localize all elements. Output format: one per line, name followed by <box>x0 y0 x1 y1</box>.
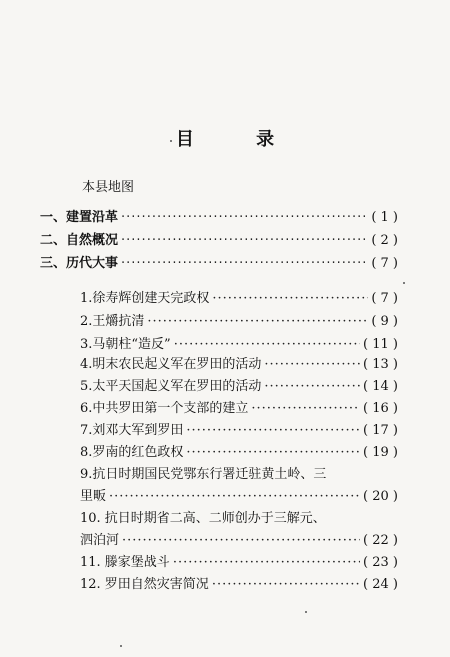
page-number: ( 22 ) <box>363 533 398 548</box>
page-number: ( 19 ) <box>363 445 398 460</box>
page-number: ( 11 ) <box>363 337 398 352</box>
toc-item-12 <box>80 576 398 594</box>
section-number: 二、 <box>40 233 67 248</box>
leader-dots <box>264 378 360 396</box>
toc-item-4 <box>80 356 398 374</box>
leader-dots <box>147 313 368 331</box>
leader-dots <box>264 356 360 374</box>
page-number: ( 1 ) <box>371 210 398 225</box>
leader-dots <box>212 576 360 594</box>
item-label: 2.王爝抗清 <box>80 314 145 329</box>
toc-item-1 <box>80 290 398 308</box>
item-label: 11. 滕家堡战斗 <box>80 555 170 570</box>
scan-speck <box>120 645 122 647</box>
scan-speck <box>403 282 405 284</box>
toc-item-7 <box>80 422 398 440</box>
toc-item-10 <box>80 532 398 550</box>
page-number: ( 24 ) <box>363 577 398 592</box>
leader-dots <box>173 554 360 572</box>
toc-item-8 <box>80 444 398 462</box>
leader-dots <box>109 488 360 506</box>
page-number: ( 20 ) <box>363 489 398 504</box>
section-label: 建置沿革 <box>66 210 119 225</box>
scan-speck <box>305 611 307 613</box>
toc-section-3 <box>40 255 398 273</box>
item-label: 1.徐寿辉创建天完政权 <box>80 291 210 306</box>
leader-dots <box>251 400 360 418</box>
leader-dots <box>186 422 360 440</box>
toc-item-3 <box>80 336 398 354</box>
toc-item-5 <box>80 378 398 396</box>
section-number: 一、 <box>40 210 67 225</box>
leader-dots <box>212 290 368 308</box>
toc-item-6 <box>80 400 398 418</box>
section-label: 历代大事 <box>66 256 119 271</box>
page-number: ( 23 ) <box>363 555 398 570</box>
toc-item-2 <box>80 313 398 331</box>
toc-section-2 <box>40 232 398 250</box>
item-label: 5.太平天国起义军在罗田的活动 <box>80 379 262 394</box>
page-number: ( 2 ) <box>371 233 398 248</box>
leader-dots <box>122 532 360 550</box>
page-number: ( 16 ) <box>363 401 398 416</box>
scan-speck <box>170 140 172 142</box>
page-number: ( 13 ) <box>363 357 398 372</box>
toc-item-9 <box>80 488 398 506</box>
item-label-continued: 泗泊河 <box>80 533 120 548</box>
item-label-continued: 里畈 <box>80 489 107 504</box>
page-number: ( 14 ) <box>363 379 398 394</box>
map-entry: 本县地图 <box>82 180 135 195</box>
leader-dots <box>186 444 360 462</box>
toc-item-9-first-line: 9.抗日时期国民党鄂东行署迁驻黄土岭、三 <box>80 467 327 482</box>
item-label: 12. 罗田自然灾害简况 <box>80 577 209 592</box>
section-number: 三、 <box>40 256 67 271</box>
section-label: 自然概况 <box>66 233 119 248</box>
page-number: ( 9 ) <box>371 314 398 329</box>
toc-item-11 <box>80 554 398 572</box>
leader-dots <box>121 232 368 250</box>
item-label: 3.马朝柱“造反” <box>80 337 171 352</box>
page-title: 目 录 <box>175 129 303 150</box>
item-label: 6.中共罗田第一个支部的建立 <box>80 401 249 416</box>
item-label: 4.明末农民起义军在罗田的活动 <box>80 357 262 372</box>
leader-dots <box>121 255 368 273</box>
item-label: 7.刘邓大军到罗田 <box>80 423 184 438</box>
toc-section-1 <box>40 209 398 227</box>
item-label: 8.罗南的红色政权 <box>80 445 184 460</box>
page-number: ( 17 ) <box>363 423 398 438</box>
leader-dots <box>121 209 368 227</box>
toc-item-10-first-line: 10. 抗日时期省二高、二师创办于三解元、 <box>80 511 326 526</box>
page-number: ( 7 ) <box>371 291 398 306</box>
page-number: ( 7 ) <box>371 256 398 271</box>
leader-dots <box>174 336 360 354</box>
